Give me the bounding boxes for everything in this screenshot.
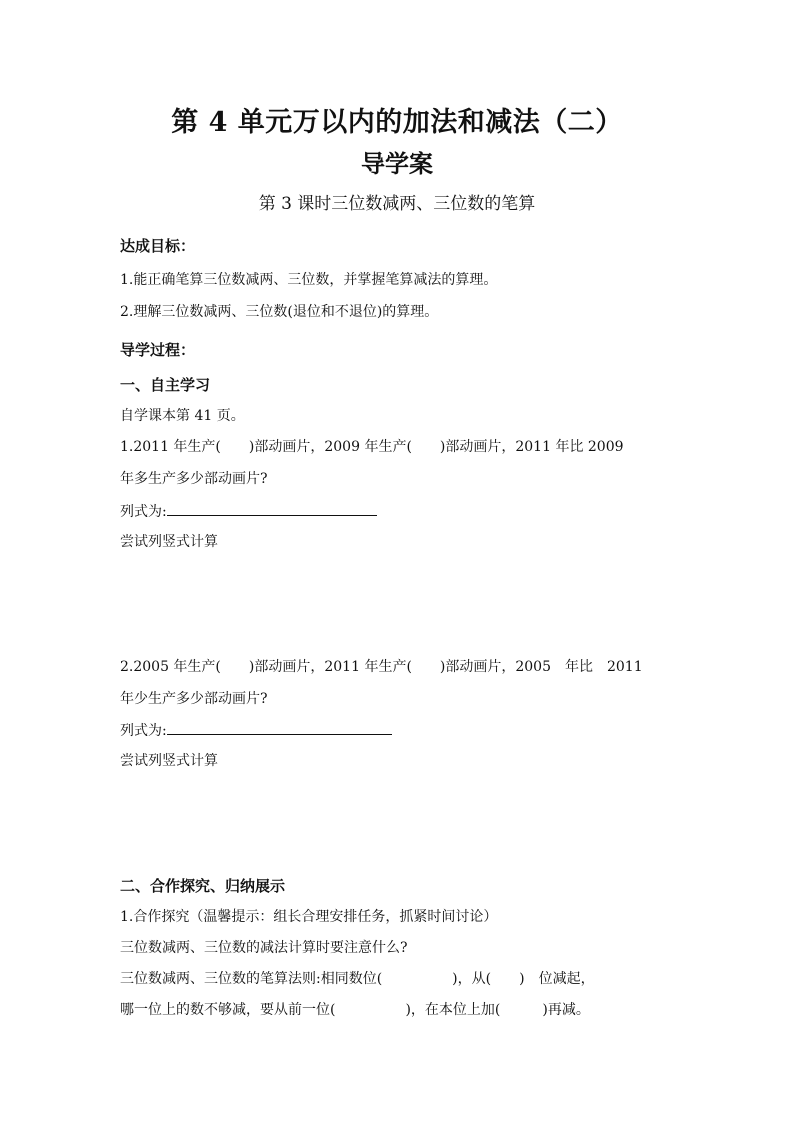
question-2-line-2: 年少生产多少部动画片? [120, 691, 268, 707]
goals-heading: 达成目标： [120, 237, 196, 255]
page-subtitle: 导学案 [361, 150, 433, 178]
goal-item-2: 2.理解三位数减两、三位数(退位和不退位)的算理。 [120, 304, 439, 320]
question-1-try: 尝试列竖式计算 [120, 534, 218, 550]
page-title: 第 4 单元万以内的加法和减法（二） [171, 107, 623, 138]
section1-heading: 一、自主学习 [120, 376, 211, 394]
question-1-formula-label: 列式为: [120, 504, 167, 520]
question-2-line-1: 2.2005 年生产( )部动画片，2011 年生产( )部动画片，2005 年比 2011 [120, 659, 643, 675]
question-2-try: 尝试列竖式计算 [120, 753, 218, 769]
section2-line-2: 三位数减两、三位数的减法计算时要注意什么? [120, 940, 408, 956]
question-1-line-2: 年多生产多少部动画片? [120, 471, 268, 487]
question-1-formula [120, 500, 377, 521]
question-2-answer-blank[interactable] [167, 719, 392, 735]
question-2-formula [120, 719, 392, 740]
section2-line-1: 1.合作探究（温馨提示：组长合理安排任务，抓紧时间讨论） [120, 909, 498, 925]
lesson-title: 第 3 课时三位数减两、三位数的笔算 [258, 194, 536, 214]
section2-line-3: 三位数减两、三位数的笔算法则:相同数位( )，从( ) 位减起， [120, 971, 595, 987]
question-1-answer-blank[interactable] [167, 500, 377, 516]
question-1-line-1: 1.2011 年生产( )部动画片，2009 年生产( )部动画片，2011 年比 2009 [120, 439, 624, 455]
section2-heading: 二、合作探究、归纳展示 [120, 877, 286, 895]
process-heading: 导学过程： [120, 341, 196, 359]
goal-item-1: 1.能正确笔算三位数减两、三位数，并掌握笔算减法的算理。 [120, 272, 498, 288]
section2-line-4: 哪一位上的数不够减，要从前一位( )，在本位上加( )再减。 [120, 1002, 590, 1018]
section1-intro: 自学课本第 41 页。 [120, 408, 245, 424]
question-2-formula-label: 列式为: [120, 723, 167, 739]
